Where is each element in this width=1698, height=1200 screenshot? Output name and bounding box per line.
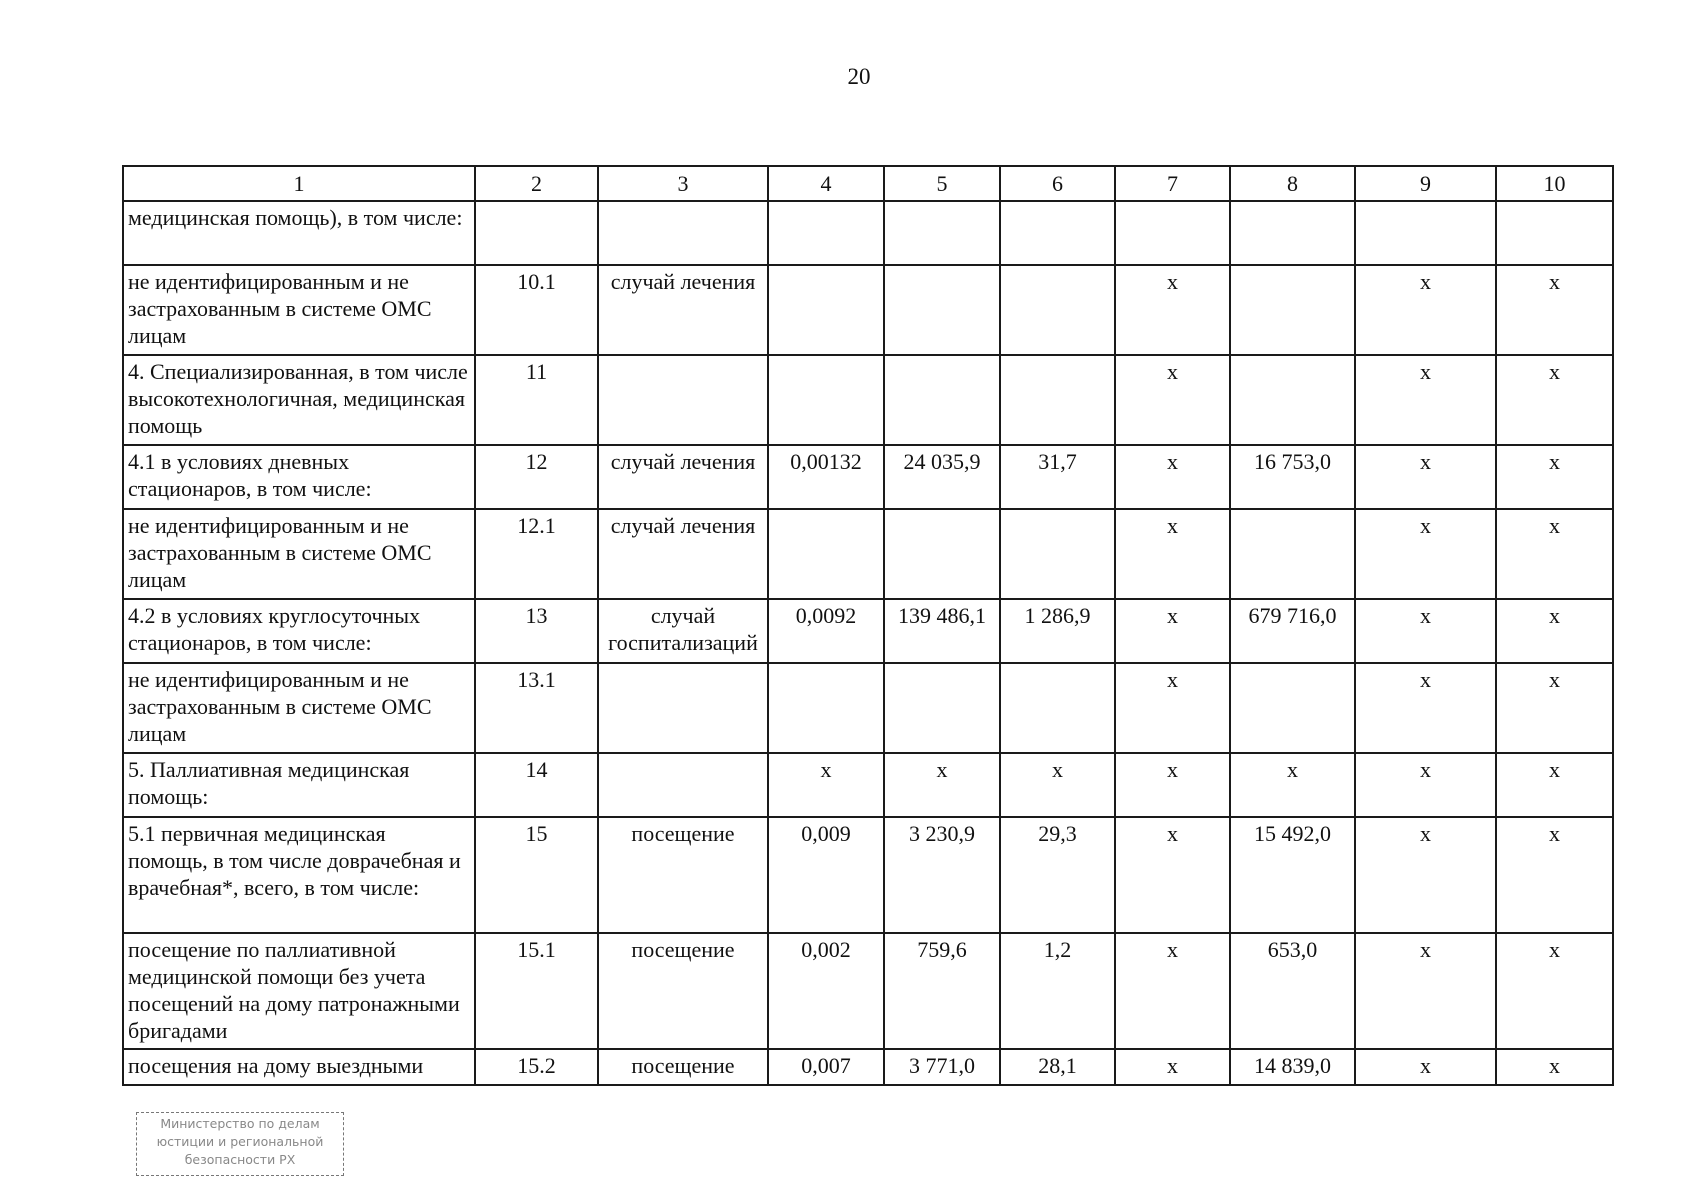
per-capita-cost-cell: 29,3 bbox=[1000, 817, 1115, 933]
unit-cell: случай лечения bbox=[598, 445, 768, 509]
per-capita-cost-cell: 31,7 bbox=[1000, 445, 1115, 509]
stamp-line: безопасности РХ bbox=[184, 1152, 296, 1167]
table-row bbox=[123, 445, 1613, 509]
oms-total-cell: х bbox=[1496, 509, 1613, 599]
budget-per-capita-cell: х bbox=[1115, 599, 1230, 663]
unit-cell bbox=[598, 201, 768, 265]
row-code-cell bbox=[475, 201, 598, 265]
volume-norm-cell: 0,002 bbox=[768, 933, 884, 1049]
registration-stamp bbox=[136, 1112, 344, 1176]
oms-per-capita-cell: х bbox=[1355, 265, 1496, 355]
column-header: 4 bbox=[768, 166, 884, 201]
oms-total-cell: х bbox=[1496, 817, 1613, 933]
row-label-cell: 4.1 в условиях дневных стационаров, в том числе: bbox=[123, 445, 475, 509]
unit-cell: посещение bbox=[598, 933, 768, 1049]
row-code-cell: 13.1 bbox=[475, 663, 598, 753]
cost-norm-cell bbox=[884, 355, 1000, 445]
oms-total-cell: х bbox=[1496, 753, 1613, 817]
cost-norm-cell: 139 486,1 bbox=[884, 599, 1000, 663]
table-row bbox=[123, 599, 1613, 663]
cost-norm-cell: 24 035,9 bbox=[884, 445, 1000, 509]
row-code-cell: 12 bbox=[475, 445, 598, 509]
volume-norm-cell: х bbox=[768, 753, 884, 817]
oms-per-capita-cell: х bbox=[1355, 753, 1496, 817]
oms-per-capita-cell: х bbox=[1355, 933, 1496, 1049]
per-capita-cost-cell bbox=[1000, 509, 1115, 599]
row-code-cell: 15 bbox=[475, 817, 598, 933]
oms-per-capita-cell: х bbox=[1355, 1049, 1496, 1085]
oms-total-cell: х bbox=[1496, 933, 1613, 1049]
volume-norm-cell: 0,0092 bbox=[768, 599, 884, 663]
row-label-cell: не идентифицированным и не застрахованным в системе ОМС лицам bbox=[123, 509, 475, 599]
oms-per-capita-cell: х bbox=[1355, 817, 1496, 933]
per-capita-cost-cell: 1,2 bbox=[1000, 933, 1115, 1049]
oms-per-capita-cell bbox=[1355, 201, 1496, 265]
budget-total-cell: 653,0 bbox=[1230, 933, 1355, 1049]
volume-norm-cell bbox=[768, 663, 884, 753]
budget-per-capita-cell: х bbox=[1115, 265, 1230, 355]
table-row bbox=[123, 817, 1613, 933]
volume-norm-cell: 0,00132 bbox=[768, 445, 884, 509]
per-capita-cost-cell bbox=[1000, 355, 1115, 445]
volume-norm-cell bbox=[768, 201, 884, 265]
row-code-cell: 15.1 bbox=[475, 933, 598, 1049]
budget-total-cell bbox=[1230, 663, 1355, 753]
row-label-cell: 4.2 в условиях круглосуточных стационаров, в том числе: bbox=[123, 599, 475, 663]
unit-cell: случай лечения bbox=[598, 509, 768, 599]
oms-total-cell bbox=[1496, 201, 1613, 265]
budget-per-capita-cell: х bbox=[1115, 933, 1230, 1049]
volume-norm-cell bbox=[768, 355, 884, 445]
row-label-cell: 5.1 первичная медицинская помощь, в том числе доврачебная и врачебная*, всего, в том числе: bbox=[123, 817, 475, 933]
budget-total-cell bbox=[1230, 265, 1355, 355]
unit-cell bbox=[598, 663, 768, 753]
budget-per-capita-cell: х bbox=[1115, 509, 1230, 599]
budget-total-cell: 15 492,0 bbox=[1230, 817, 1355, 933]
budget-per-capita-cell: х bbox=[1115, 445, 1230, 509]
table-row bbox=[123, 509, 1613, 599]
row-label-cell: не идентифицированным и не застрахованным в системе ОМС лицам bbox=[123, 663, 475, 753]
column-header-row bbox=[123, 166, 1613, 201]
column-header: 6 bbox=[1000, 166, 1115, 201]
unit-cell bbox=[598, 753, 768, 817]
row-label-cell: посещение по паллиативной медицинской помощи без учета посещений на дому патронажными бригадами bbox=[123, 933, 475, 1049]
budget-total-cell bbox=[1230, 355, 1355, 445]
budget-total-cell bbox=[1230, 201, 1355, 265]
budget-total-cell: 16 753,0 bbox=[1230, 445, 1355, 509]
column-header: 7 bbox=[1115, 166, 1230, 201]
column-header: 8 bbox=[1230, 166, 1355, 201]
cost-norm-cell: 759,6 bbox=[884, 933, 1000, 1049]
row-code-cell: 13 bbox=[475, 599, 598, 663]
unit-cell: посещение bbox=[598, 817, 768, 933]
per-capita-cost-cell: х bbox=[1000, 753, 1115, 817]
column-header: 3 bbox=[598, 166, 768, 201]
budget-per-capita-cell: х bbox=[1115, 355, 1230, 445]
per-capita-cost-cell: 28,1 bbox=[1000, 1049, 1115, 1085]
cost-norm-cell bbox=[884, 201, 1000, 265]
stamp-line: Министерство по делам bbox=[160, 1116, 320, 1131]
per-capita-cost-cell bbox=[1000, 201, 1115, 265]
cost-norm-cell: 3 771,0 bbox=[884, 1049, 1000, 1085]
cost-norm-cell bbox=[884, 265, 1000, 355]
oms-total-cell: х bbox=[1496, 445, 1613, 509]
cost-norm-cell bbox=[884, 509, 1000, 599]
column-header: 10 bbox=[1496, 166, 1613, 201]
oms-per-capita-cell: х bbox=[1355, 355, 1496, 445]
budget-total-cell: 14 839,0 bbox=[1230, 1049, 1355, 1085]
volume-norm-cell: 0,009 bbox=[768, 817, 884, 933]
row-code-cell: 12.1 bbox=[475, 509, 598, 599]
column-header: 1 bbox=[123, 166, 475, 201]
stamp-line: юстиции и региональной bbox=[156, 1134, 324, 1149]
oms-per-capita-cell: х bbox=[1355, 509, 1496, 599]
unit-cell: посещение bbox=[598, 1049, 768, 1085]
table-row bbox=[123, 753, 1613, 817]
table-row bbox=[123, 265, 1613, 355]
per-capita-cost-cell bbox=[1000, 663, 1115, 753]
row-code-cell: 15.2 bbox=[475, 1049, 598, 1085]
oms-per-capita-cell: х bbox=[1355, 445, 1496, 509]
volume-norm-cell bbox=[768, 509, 884, 599]
row-code-cell: 10.1 bbox=[475, 265, 598, 355]
budget-total-cell bbox=[1230, 509, 1355, 599]
row-label-cell: не идентифицированным и не застрахованным в системе ОМС лицам bbox=[123, 265, 475, 355]
table-row bbox=[123, 201, 1613, 265]
per-capita-cost-cell bbox=[1000, 265, 1115, 355]
table-row bbox=[123, 1049, 1613, 1085]
budget-per-capita-cell bbox=[1115, 201, 1230, 265]
cost-norm-cell bbox=[884, 663, 1000, 753]
budget-total-cell: 679 716,0 bbox=[1230, 599, 1355, 663]
unit-cell: случай госпитализаций bbox=[598, 599, 768, 663]
budget-per-capita-cell: х bbox=[1115, 817, 1230, 933]
data-table bbox=[122, 165, 1614, 1086]
table-row bbox=[123, 933, 1613, 1049]
row-label-cell: 4. Специализированная, в том числе высокотехнологичная, медицинская помощь bbox=[123, 355, 475, 445]
budget-per-capita-cell: х bbox=[1115, 1049, 1230, 1085]
budget-per-capita-cell: х bbox=[1115, 663, 1230, 753]
unit-cell bbox=[598, 355, 768, 445]
volume-norm-cell bbox=[768, 265, 884, 355]
oms-total-cell: х bbox=[1496, 265, 1613, 355]
budget-total-cell: х bbox=[1230, 753, 1355, 817]
column-header: 9 bbox=[1355, 166, 1496, 201]
oms-total-cell: х bbox=[1496, 1049, 1613, 1085]
row-code-cell: 11 bbox=[475, 355, 598, 445]
oms-total-cell: х bbox=[1496, 355, 1613, 445]
volume-norm-cell: 0,007 bbox=[768, 1049, 884, 1085]
oms-per-capita-cell: х bbox=[1355, 663, 1496, 753]
row-label-cell: медицинская помощь), в том числе: bbox=[123, 201, 475, 265]
budget-per-capita-cell: х bbox=[1115, 753, 1230, 817]
cost-norm-cell: 3 230,9 bbox=[884, 817, 1000, 933]
row-code-cell: 14 bbox=[475, 753, 598, 817]
table-row bbox=[123, 663, 1613, 753]
column-header: 5 bbox=[884, 166, 1000, 201]
column-header: 2 bbox=[475, 166, 598, 201]
unit-cell: случай лечения bbox=[598, 265, 768, 355]
row-label-cell: посещения на дому выездными bbox=[123, 1049, 475, 1085]
table-row bbox=[123, 355, 1613, 445]
oms-total-cell: х bbox=[1496, 599, 1613, 663]
page-number: 20 bbox=[847, 64, 871, 89]
per-capita-cost-cell: 1 286,9 bbox=[1000, 599, 1115, 663]
cost-norm-cell: х bbox=[884, 753, 1000, 817]
oms-total-cell: х bbox=[1496, 663, 1613, 753]
oms-per-capita-cell: х bbox=[1355, 599, 1496, 663]
row-label-cell: 5. Паллиативная медицинская помощь: bbox=[123, 753, 475, 817]
